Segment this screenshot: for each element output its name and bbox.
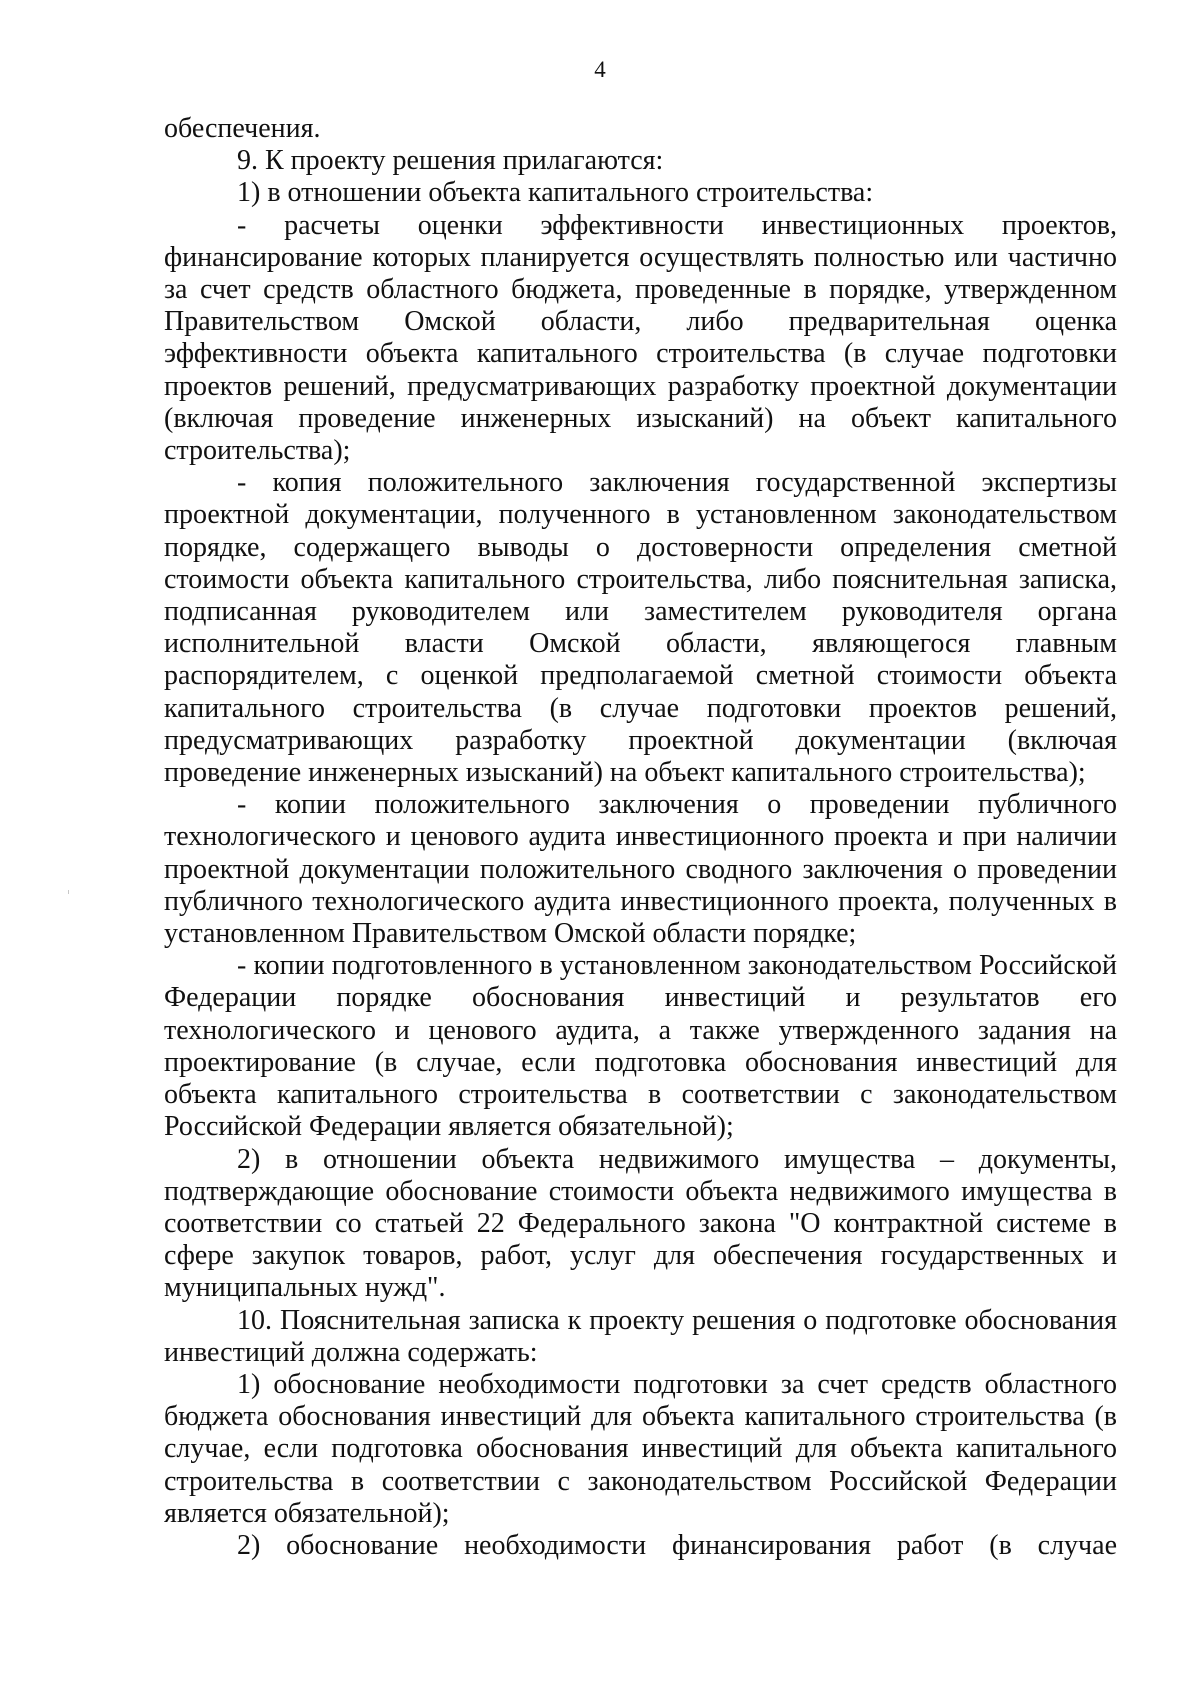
paragraph-item-9-2: 2) в отношении объекта недвижимого имущества – документы, подтверждающие обоснование стоимости объекта недвижимого имущества в соответствии со статьей 22 Федерального закона "О контрактной системе в сфере закупок товаров, работ, услуг для обеспечения государственных и муниципальных нужд". <box>164 1143 1117 1304</box>
page-number: 4 <box>594 57 606 82</box>
paragraph-bullet-efficiency: - расчеты оценки эффективности инвестиционных проектов, финансирование которых планируется осуществлять полностью или частично за счет средств областного бюджета, проведенные в порядке, утвержденном Правительством Омской области, либо предварительная оценка эффективности объекта капитального строительства (в случае подготовки проектов решений, предусматривающих разработку проектной документации (включая проведение инженерных изысканий) на объект капитального строительства); <box>164 209 1117 467</box>
paragraph-bullet-audit: - копии положительного заключения о проведении публичного технологического и ценового аудита инвестиционного проекта и при наличии проектной документации положительного сводного заключения о проведении публичного технологического аудита инвестиционного проекта, полученных в установленном Правительством Омской области порядке; <box>164 789 1117 950</box>
paragraph-bullet-expertise: - копия положительного заключения государственной экспертизы проектной документации, полученного в установленном законодательством порядке, содержащего выводы о достоверности определения сметной стоимости объекта капитального строительства, либо пояснительная записка, подписанная руководителем или заместителем руководителя органа исполнительной власти Омской области, являющегося главным распорядителем, с оценкой предполагаемой сметной стоимости объекта капитального строительства (в случае подготовки проектов решений, предусматривающих разработку проектной документации (включая проведение инженерных изысканий) на объект капитального строительства); <box>164 467 1117 789</box>
paragraph-item-10: 10. Пояснительная записка к проекту решения о подготовке обоснования инвестиций должна содержать: <box>164 1304 1117 1368</box>
paragraph-item-10-1: 1) обоснование необходимости подготовки за счет средств областного бюджета обоснования инвестиций для объекта капитального строительства (в случае, если подготовка обоснования инвестиций для объекта капитального строительства в соответствии с законодательством Российской Федерации является обязательной); <box>164 1368 1117 1529</box>
paragraph-item-10-2: 2) обоснование необходимости финансирования работ (в случае <box>237 1529 1117 1561</box>
paragraph-bullet-justification: - копии подготовленного в установленном законодательством Российской Федерации порядке обоснования инвестиций и результатов его технологического и ценового аудита, а также утвержденного задания на проектирование (в случае, если подготовка обоснования инвестиций для объекта капитального строительства в соответствии с законодательством Российской Федерации является обязательной); <box>164 950 1117 1143</box>
paragraph-item-9: 9. К проекту решения прилагаются: <box>237 145 664 177</box>
paragraph-continuation: обеспечения. <box>164 113 321 144</box>
document-body <box>164 113 1117 1562</box>
margin-mark <box>68 890 69 894</box>
paragraph-item-9-1: 1) в отношении объекта капитального строительства: <box>237 177 874 209</box>
